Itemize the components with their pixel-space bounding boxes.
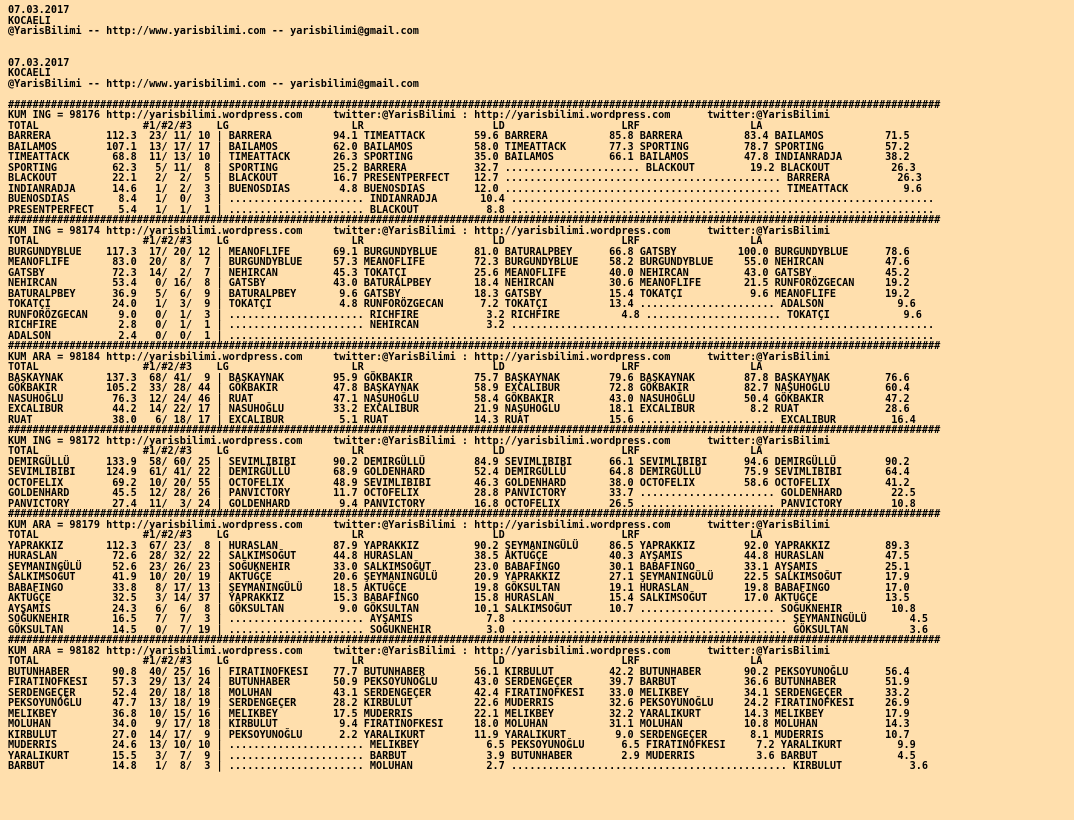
horse-row: GÖKBAKIR 105.2 33/ 28/ 44 | GÖKBAKIR 47.8 BAŞKAYNAK 58.9 EXCALIBUR 72.8 GÖKBAKIR 82.7 NAŞUHOĞLU 60.4 xyxy=(8,383,910,394)
horse-row: BATURALPBEY 36.9 5/ 6/ 9 | BATURALPBEY 9.6 GATSBY 18.3 GATSBY 15.4 TOKATÇI 9.6 MEANOFLIFE 19.2 xyxy=(8,288,910,300)
horse-row: BUENOSDIAS 8.4 1/ 0/ 3 | ...................... INDIANRADJA 10.4 ..................................................................... xyxy=(8,194,935,205)
horse-row: GATSBY 72.3 14/ 2/ 7 | NEHIRCAN 45.3 TOKATÇI 25.6 MEANOFLIFE 40.0 NEHIRCAN 43.0 GATSBY 45.2 xyxy=(8,267,910,279)
horse-row: TIMEATTACK 68.8 11/ 13/ 10 | TIMEATTACK 26.3 SPORTING 35.0 BAILAMOS 66.1 BAILAMOS 47.8 INDIANRADJA 38.2 xyxy=(8,152,910,163)
section-divider: ######################################################################################################################################################## xyxy=(8,635,941,646)
section-divider: ######################################################################################################################################################## xyxy=(8,99,941,111)
horse-row: RUNFORÖZGECAN 9.0 0/ 1/ 3 | ...................... RICHFIRE 3.2 RICHFIRE 4.8 ...................... TOKATÇI 9.6 xyxy=(8,309,922,321)
horse-row: SALKIMSOĞUT 41.9 10/ 20/ 19 | AKTUĞÇE 20.6 ŞEYMANINGÜLÜ 20.9 YAPRAKKIZ 27.1 ŞEYMANINGÜLÜ 22.5 SALKIMSOĞUT 17.9 xyxy=(8,572,910,583)
horse-row: PRESENTPERFECT 5.4 1/ 1/ 1 | ...................... BLACKOUT 8.8 ..................................................................... xyxy=(8,204,935,216)
section-divider: ######################################################################################################################################################## xyxy=(8,215,941,226)
header-line: @YarisBilimi -- http://www.yarisbilimi.com -- yarisbilimi@gmail.com xyxy=(8,26,419,37)
horse-row: BUTUNHABER 90.8 40/ 25/ 16 | FIRATINOFKESI 77.7 BUTUNHABER 56.1 KIRBULUT 42.2 BUTUNHABER 90.2 PEKSOYUNOĞLU 56.4 xyxy=(8,666,910,678)
blank-line xyxy=(8,38,1074,49)
column-header-line: TOTAL #1/#2/#3 LG LR LD LRF LA xyxy=(8,362,763,373)
horse-row: EXCALIBUR 44.2 14/ 22/ 17 | NASUHOĞLU 33.2 EXCALIBUR 21.9 NAŞUHOĞLU 18.1 EXCALIBUR 8.2 RUAT 28.6 xyxy=(8,404,910,415)
race-header-line: KUM ARA = 98179 http://yarisbilimi.wordpress.com twitter:@YarisBilimi : http://yarisbilimi.wordpress.com twitter:@YarisBilimi xyxy=(8,519,830,531)
horse-row: GÖKSULTAN 14.5 0/ 7/ 19 | ...................... SOĞUKNEHIR 3.0 ............................................. GÖKSULTAN 3.6 xyxy=(8,624,929,636)
race-header-line: KUM ARA = 98184 http://yarisbilimi.wordpress.com twitter:@YarisBilimi : http://yarisbilimi.wordpress.com twitter:@YarisBilimi xyxy=(8,351,830,363)
header-line: @YarisBilimi -- http://www.yarisbilimi.com -- yarisbilimi@gmail.com xyxy=(8,78,419,90)
column-header-line: TOTAL #1/#2/#3 LG LR LD LRF LA xyxy=(8,530,763,541)
race-header-line: KUM ING = 98172 http://yarisbilimi.wordpress.com twitter:@YarisBilimi : http://yarisbilimi.wordpress.com twitter:@YarisBilimi xyxy=(8,435,830,447)
horse-row: MOLUHAN 34.0 9/ 17/ 18 | KIRBULUT 9.4 FIRATINOFKESI 18.0 MOLUHAN 31.1 MOLUHAN 10.8 MOLUHAN 14.3 xyxy=(8,719,910,730)
horse-row: BAILAMOS 107.1 13/ 17/ 17 | BAILAMOS 62.0 BAILAMOS 58.0 TIMEATTACK 77.3 SPORTING 78.7 SPORTING 57.2 xyxy=(8,141,910,153)
column-header-line: TOTAL #1/#2/#3 LG LR LD LRF LA xyxy=(8,120,763,132)
horse-row: KIRBULUT 27.0 14/ 17/ 9 | PEKSOYUNOĞLU 2.2 YARALIKURT 11.9 YARALIKURT 9.0 SERDENGEÇER 8.1 MUDERRIS 10.7 xyxy=(8,729,910,741)
horse-row: RICHFIRE 2.8 0/ 1/ 1 | ...................... NEHIRCAN 3.2 ..................................................................... xyxy=(8,320,935,331)
header-line: KOCAELI xyxy=(8,68,51,79)
horse-row: BARBUT 14.8 1/ 8/ 3 | ...................... MOLUHAN 2.7 ............................................. KIRBULUT 3.6 xyxy=(8,761,929,772)
section-divider: ######################################################################################################################################################## xyxy=(8,341,941,352)
horse-row: TOKATÇI 24.0 1/ 3/ 9 | TOKATÇI 4.8 RUNFORÖZGECAN 7.2 TOKATÇI 13.4 ...................... ADALSON 9.6 xyxy=(8,299,916,310)
horse-row: INDIANRADJA 14.6 1/ 2/ 3 | BUENOSDIAS 4.8 BUENOSDIAS 12.0 ............................................. TIMEATTACK 9.6 xyxy=(8,183,922,195)
blank-line xyxy=(8,48,1074,59)
horse-row: BAŞKAYNAK 137.3 68/ 41/ 9 | BAŞKAYNAK 95.9 GÖKBAKIR 75.7 BAŞKAYNAK 79.6 BAŞKAYNAK 87.8 BAŞKAYNAK 76.6 xyxy=(8,372,910,384)
column-header-line: TOTAL #1/#2/#3 LG LR LD LRF LA xyxy=(8,446,763,457)
horse-row: NASUHOĞLU 76.3 12/ 24/ 46 | RUAT 47.1 NAŞUHOĞLU 58.4 GÖKBAKIR 43.0 NASUHOĞLU 50.4 GÖKBAKIR 47.2 xyxy=(8,393,910,405)
horse-row: RUAT 38.0 6/ 18/ 17 | EXCALIBUR 5.1 RUAT 14.3 RUAT 15.6 ...................... EXCALIBUR 16.4 xyxy=(8,414,916,426)
horse-row: MUDERRIS 24.6 13/ 10/ 10 | ...................... MELIKBEY 6.5 PEKSOYUNOĞLU 6.5 FIRATINOFKESI 7.2 YARALIKURT 9.9 xyxy=(8,740,916,751)
race-header-line: KUM ING = 98174 http://yarisbilimi.wordpress.com twitter:@YarisBilimi : http://yarisbilimi.wordpress.com twitter:@YarisBilimi xyxy=(8,225,830,237)
horse-row: OCTOFELIX 69.2 10/ 20/ 55 | OCTOFELIX 48.9 SEVIMLIBIBI 46.3 GOLDENHARD 38.0 OCTOFELIX 58.6 OCTOFELIX 41.2 xyxy=(8,477,910,489)
column-header-line: TOTAL #1/#2/#3 LG LR LD LRF LA xyxy=(8,656,763,667)
header-line: KOCAELI xyxy=(8,15,51,27)
horse-row: YAPRAKKIZ 112.3 67/ 23/ 8 | HURASLAN 87.9 YAPRAKKIZ 90.2 ŞEYMANINGÜLÜ 86.5 YAPRAKKIZ 92.0 YAPRAKKIZ 89.3 xyxy=(8,540,910,552)
horse-row: SEVIMLIBIBI 124.9 61/ 41/ 22 | DEMIRGÜLLÜ 68.9 GOLDENHARD 52.4 DEMIRGÜLLÜ 64.8 DEMIRGÜLLÜ 75.9 SEVIMLIBIBI 64.4 xyxy=(8,467,910,478)
horse-row: ŞEYMANINGÜLÜ 52.6 23/ 26/ 23 | SOĞUKNEHIR 33.0 SALKIMSOĞUT 23.0 BABAFINGO 30.1 BABAFINGO 33.1 AYŞAMIS 25.1 xyxy=(8,561,910,573)
horse-row: MELIKBEY 36.8 10/ 15/ 16 | MELIKBEY 17.5 MUDERRIS 22.1 MELIKBEY 32.2 YARALIKURT 14.3 MELIKBEY 17.9 xyxy=(8,708,910,720)
horse-row: FIRATINOFKESI 57.3 29/ 13/ 24 | BUTUNHABER 50.9 PEKSOYUNOĞLU 43.0 SERDENGEÇER 39.7 BARBUT 36.6 BUTUNHABER 51.9 xyxy=(8,677,910,688)
header-line: 07.03.2017 xyxy=(8,5,70,16)
horse-row: AKTUĞÇE 32.5 3/ 14/ 37 | YAPRAKKIZ 15.3 BABAFINGO 15.8 HURASLAN 15.4 SALKIMSOĞUT 17.0 AKTUĞÇE 13.5 xyxy=(8,593,910,604)
horse-row: BURGUNDYBLUE 117.3 17/ 20/ 12 | MEANOFLIFE 69.1 BURGUNDYBLUE 81.0 BATURALPBEY 66.8 GATSBY 100.0 BURGUNDYBLUE 78.6 xyxy=(8,246,910,258)
horse-row: BARRERA 112.3 23/ 11/ 10 | BARRERA 94.1 TIMEATTACK 59.6 BARRERA 85.8 BARRERA 83.4 BAILAMOS 71.5 xyxy=(8,131,910,142)
horse-row: DEMIRGÜLLÜ 133.9 58/ 60/ 25 | SEVIMLIBIBI 90.2 DEMIRGÜLLÜ 84.9 SEVIMLIBIBI 66.1 SEVIMLIBIBI 94.6 DEMIRGÜLLÜ 90.2 xyxy=(8,456,910,468)
horse-row: GOLDENHARD 45.5 12/ 28/ 26 | PANVICTORY 11.7 OCTOFELIX 28.8 PANVICTORY 33.7 ...................... GOLDENHARD 22.5 xyxy=(8,488,916,499)
horse-row: SERDENGEÇER 52.4 20/ 18/ 18 | MOLUHAN 43.1 SERDENGEÇER 42.4 FIRATINOFKESI 33.0 MELIKBEY 34.1 SERDENGEÇER 33.2 xyxy=(8,687,910,699)
horse-row: PEKSOYUNOĞLU 47.7 13/ 18/ 19 | SERDENGEÇER 28.2 KIRBULUT 22.6 MUDERRIS 32.6 PEKSOYUNOĞLU 24.2 FIRATINOFKESI 26.9 xyxy=(8,698,910,709)
horse-row: BABAFINGO 33.8 8/ 17/ 13 | ŞEYMANINGÜLÜ 18.5 AKTUĞÇE 19.8 GÖKSULTAN 19.1 HURASLAN 19.8 BABAFINGO 17.0 xyxy=(8,582,910,594)
horse-row: NEHIRCAN 53.4 0/ 16/ 8 | GATSBY 43.0 BATURALPBEY 18.4 NEHIRCAN 30.6 MEANOFLIFE 21.5 RUNFORÖZGECAN 19.2 xyxy=(8,278,910,289)
horse-row: MEANOFLIFE 83.0 20/ 8/ 7 | BURGUNDYBLUE 57.3 MEANOFLIFE 72.3 BURGUNDYBLUE 58.2 BURGUNDYBLUE 55.0 NEHIRCAN 47.6 xyxy=(8,257,910,268)
column-header-line: TOTAL #1/#2/#3 LG LR LD LRF LA xyxy=(8,236,763,247)
race-header-line: KUM ING = 98176 http://yarisbilimi.wordpress.com twitter:@YarisBilimi : http://yarisbilimi.wordpress.com twitter:@YarisBilimi xyxy=(8,110,830,121)
section-divider: ######################################################################################################################################################## xyxy=(8,509,941,520)
horse-row: BLACKOUT 22.1 2/ 2/ 5 | BLACKOUT 16.7 PRESENTPERFECT 12.7 ............................................. BARRERA 26.3 xyxy=(8,173,922,184)
horse-row: SOĞUKNEHIR 16.5 7/ 7/ 3 | ...................... AYŞAMIS 7.8 ............................................. ŞEYMANINGÜLÜ 4.5 xyxy=(8,614,929,625)
blank-line xyxy=(8,90,1074,101)
horse-row: ADALSON 2.4 0/ 0/ 1 | ................................................................................................................... xyxy=(8,330,935,342)
horse-row: PANVICTORY 27.4 11/ 3/ 24 | GOLDENHARD 9.4 PANVICTORY 16.8 OCTOFELIX 26.5 ...................... PANVICTORY 10.8 xyxy=(8,498,916,510)
race-header-line: KUM ARA = 98182 http://yarisbilimi.wordpress.com twitter:@YarisBilimi : http://yarisbilimi.wordpress.com twitter:@YarisBilimi xyxy=(8,645,830,657)
header-line: 07.03.2017 xyxy=(8,57,70,69)
horse-row: YARALIKURT 15.5 3/ 7/ 9 | ...................... BARBUT 3.9 BUTUNHABER 2.9 MUDERRIS 3.6 BARBUT 4.5 xyxy=(8,750,916,762)
horse-row: AYŞAMIS 24.3 6/ 6/ 8 | GÖKSULTAN 9.0 GÖKSULTAN 10.1 SALKIMSOĞUT 10.7 ...................... SOĞUKNEHIR 10.8 xyxy=(8,603,916,615)
horse-row: HURASLAN 72.6 28/ 32/ 22 | SALKIMSOĞUT 44.8 HURASLAN 38.5 AKTUĞÇE 40.3 AYŞAMIS 44.8 HURASLAN 47.5 xyxy=(8,551,910,562)
horse-row: SPORTING 62.3 5/ 11/ 8 | SPORTING 25.2 BARRERA 32.7 ...................... BLACKOUT 19.2 BLACKOUT 26.3 xyxy=(8,162,916,174)
section-divider: ######################################################################################################################################################## xyxy=(8,425,941,436)
